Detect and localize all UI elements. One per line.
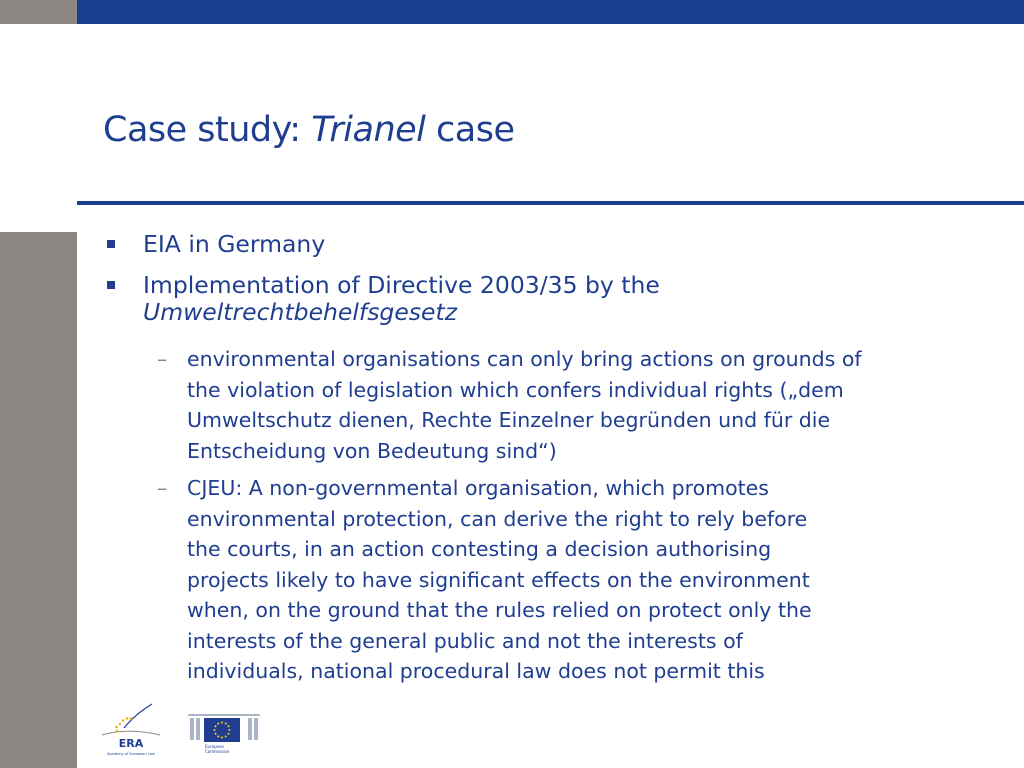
title-suffix: case <box>425 110 515 150</box>
top-grey-bar <box>0 0 77 24</box>
sub-bullet-2-line-6: interests of the general public and not the interests of <box>187 628 743 653</box>
bullet-2-text: Implementation of Directive 2003/35 by the <box>143 271 660 299</box>
bullet-2 <box>143 272 660 326</box>
sub-bullet-2-line-3: the courts, in an action contesting a decision authorising <box>187 537 772 561</box>
era-logo <box>96 700 166 758</box>
slide-title <box>103 110 515 150</box>
square-bullet-icon <box>107 240 115 248</box>
ec-logo-line-2: Commission <box>205 749 230 754</box>
sub-bullet-1-line-3: Umweltschutz dienen, Rechte Einzelner begründen und für die <box>187 408 831 432</box>
dash-bullet-icon: – <box>157 476 168 500</box>
square-bullet-icon <box>107 281 115 289</box>
era-logo-tagline: Academy of European Law <box>107 752 155 756</box>
sub-bullet-1-line-4: Entscheidung von Bedeutung sind“) <box>187 438 557 463</box>
era-logo-swoosh <box>124 704 152 728</box>
sub-bullet-2-line-7: individuals, national procedural law does not permit this <box>187 659 765 683</box>
sub-bullet-1 <box>157 344 862 466</box>
era-logo-name: ERA <box>118 737 144 750</box>
european-commission-logo <box>188 706 260 758</box>
bullet-1-text: EIA in Germany <box>143 230 326 258</box>
sub-bullet-2-line-4: projects likely to have significant effects on the environment <box>187 567 810 592</box>
title-divider <box>77 201 1024 205</box>
title-prefix: Case study: <box>103 110 312 150</box>
dash-bullet-icon: – <box>157 347 168 371</box>
sub-bullet-2 <box>157 473 812 687</box>
era-logo-arc <box>102 731 160 735</box>
sub-bullet-1-line-1: environmental organisations can only bring actions on grounds of <box>187 347 862 371</box>
bullet-1 <box>143 231 325 258</box>
top-blue-bar <box>77 0 1024 24</box>
ec-logo-line-1: European <box>205 744 225 749</box>
era-logo-stars <box>115 717 132 732</box>
title-italic: Trianel <box>311 110 426 150</box>
sub-bullet-2-line-5: when, on the ground that the rules relied on protect only the <box>187 598 812 622</box>
sub-bullet-1-line-2: the violation of legislation which confers individual rights („dem <box>187 377 844 402</box>
sub-bullet-2-line-2: environmental protection, can derive the right to rely before <box>187 506 808 531</box>
bullet-2-italic: Umweltrechtbehelfsgesetz <box>143 298 458 326</box>
side-grey-bar <box>0 232 77 768</box>
sub-bullet-2-line-1: CJEU: A non-governmental organisation, which promotes <box>187 476 769 500</box>
